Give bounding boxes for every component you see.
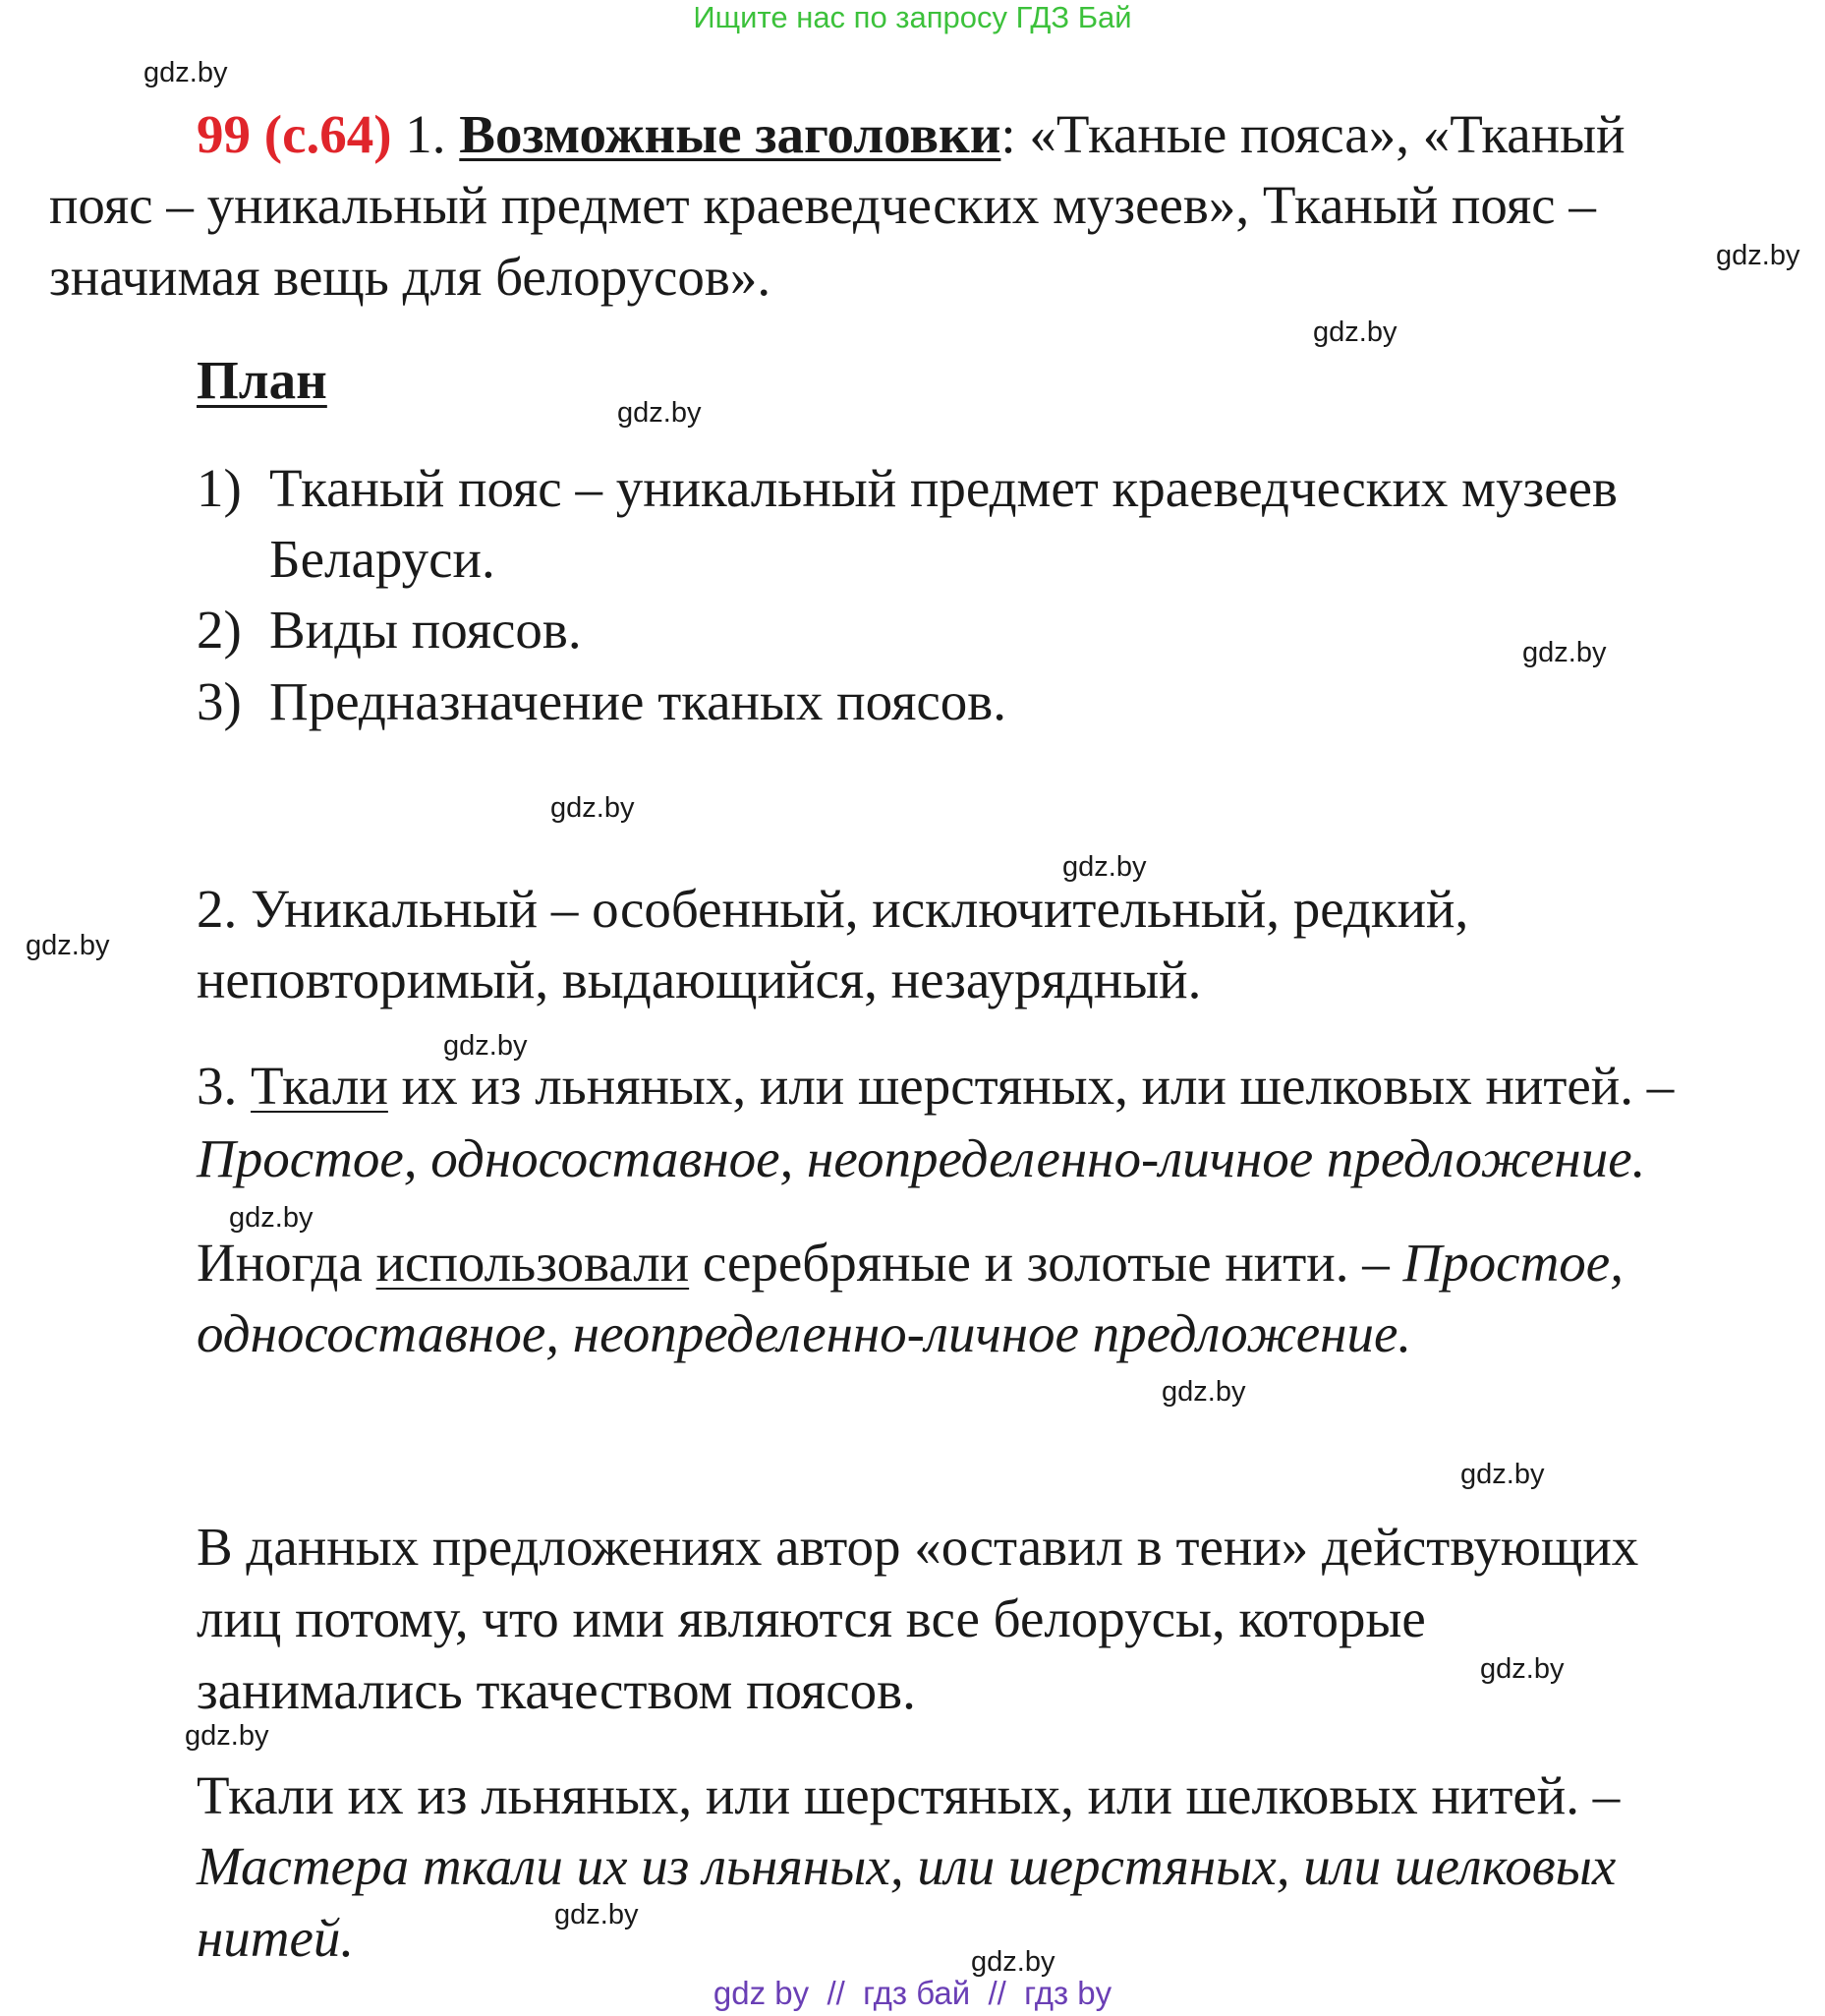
synonyms-line-2: неповторимый, выдающийся, незаурядный. [197,950,1202,1009]
watermark: gdz.by [550,792,635,824]
watermark: gdz.by [1480,1653,1565,1685]
item-number: 1. [405,104,446,164]
footer-links: gdz by // гдз бай // гдз by [713,1975,1112,2011]
headings-text: : «Тканые пояса», «Тканый [1000,104,1625,164]
plan-item-number: 1) [197,458,242,518]
headings-line-2: пояс – уникальный предмет краеведческих музеев», Тканый пояс – [49,175,1596,235]
watermark: gdz.by [1716,240,1800,271]
sentence-2-analysis-cont: односоставное, неопределенно-личное предложение. [197,1303,1412,1363]
predicate: Ткали [251,1056,388,1116]
predicate: использовали [375,1233,690,1293]
watermark: gdz.by [443,1030,528,1062]
explanation-line-3: занимались ткачеством поясов. [197,1660,916,1720]
sentence-text: Иногда [197,1233,363,1293]
plan-item-number: 3) [197,671,242,731]
plan-item-text: Виды поясов. [269,600,582,660]
sentence-2 [197,1227,1624,1298]
explanation-line-1: В данных предложениях автор «оставил в тени» действующих [197,1517,1639,1577]
plan-item-continuation: Беларуси. [269,529,495,589]
item-number: 3. [197,1056,238,1116]
plan-title: План [197,350,327,410]
synonyms-line-1: 2. Уникальный – особенный, исключительный, редкий, [197,879,1469,939]
watermark: gdz.by [1162,1376,1246,1408]
plan-item-text: Тканый пояс – уникальный предмет краеведческих музеев [269,458,1618,518]
sentence-text: их из льняных, или шерстяных, или шелковых нитей. – [401,1056,1675,1116]
watermark: gdz.by [1062,851,1147,883]
explanation-line-2: лиц потому, что ими являются все белорусы, которые [197,1588,1426,1648]
watermark: gdz.by [185,1720,269,1752]
watermark: gdz.by [971,1946,1055,1978]
watermark: gdz.by [1313,317,1397,348]
example-line-1: Ткали их из льняных, или шерстяных, или шелковых нитей. – [197,1765,1621,1825]
plan-item-number: 2) [197,600,242,660]
headings-label: Возможные заголовки [459,104,1001,164]
watermark: gdz.by [554,1899,639,1930]
watermark: gdz.by [143,57,228,88]
sentence-text: серебряные и золотые нити. – [702,1233,1390,1293]
example-line-2: Мастера ткали их из льняных, или шерстяных, или шелковых [197,1836,1617,1896]
plan-item [197,665,1006,737]
headings-line-3: значимая вещь для белорусов». [49,247,771,307]
watermark: gdz.by [617,397,702,429]
plan-item [197,594,582,665]
plan-item-text: Предназначение тканых поясов. [269,671,1006,731]
sentence-2-analysis: Простое, [1402,1233,1624,1293]
watermark: gdz.by [1460,1459,1545,1490]
plan-item [197,452,1618,524]
top-banner: Ищите нас по запросу ГДЗ Бай [693,0,1132,34]
headings-line-1 [197,98,1625,170]
sentence-1 [197,1050,1674,1122]
sentence-1-analysis: Простое, односоставное, неопределенно-личное предложение. [197,1128,1646,1188]
watermark: gdz.by [1522,637,1607,668]
task-number: 99 (с.64) [197,104,392,164]
example-line-3: нитей. [197,1908,355,1968]
watermark: gdz.by [26,930,110,961]
watermark: gdz.by [229,1202,314,1234]
